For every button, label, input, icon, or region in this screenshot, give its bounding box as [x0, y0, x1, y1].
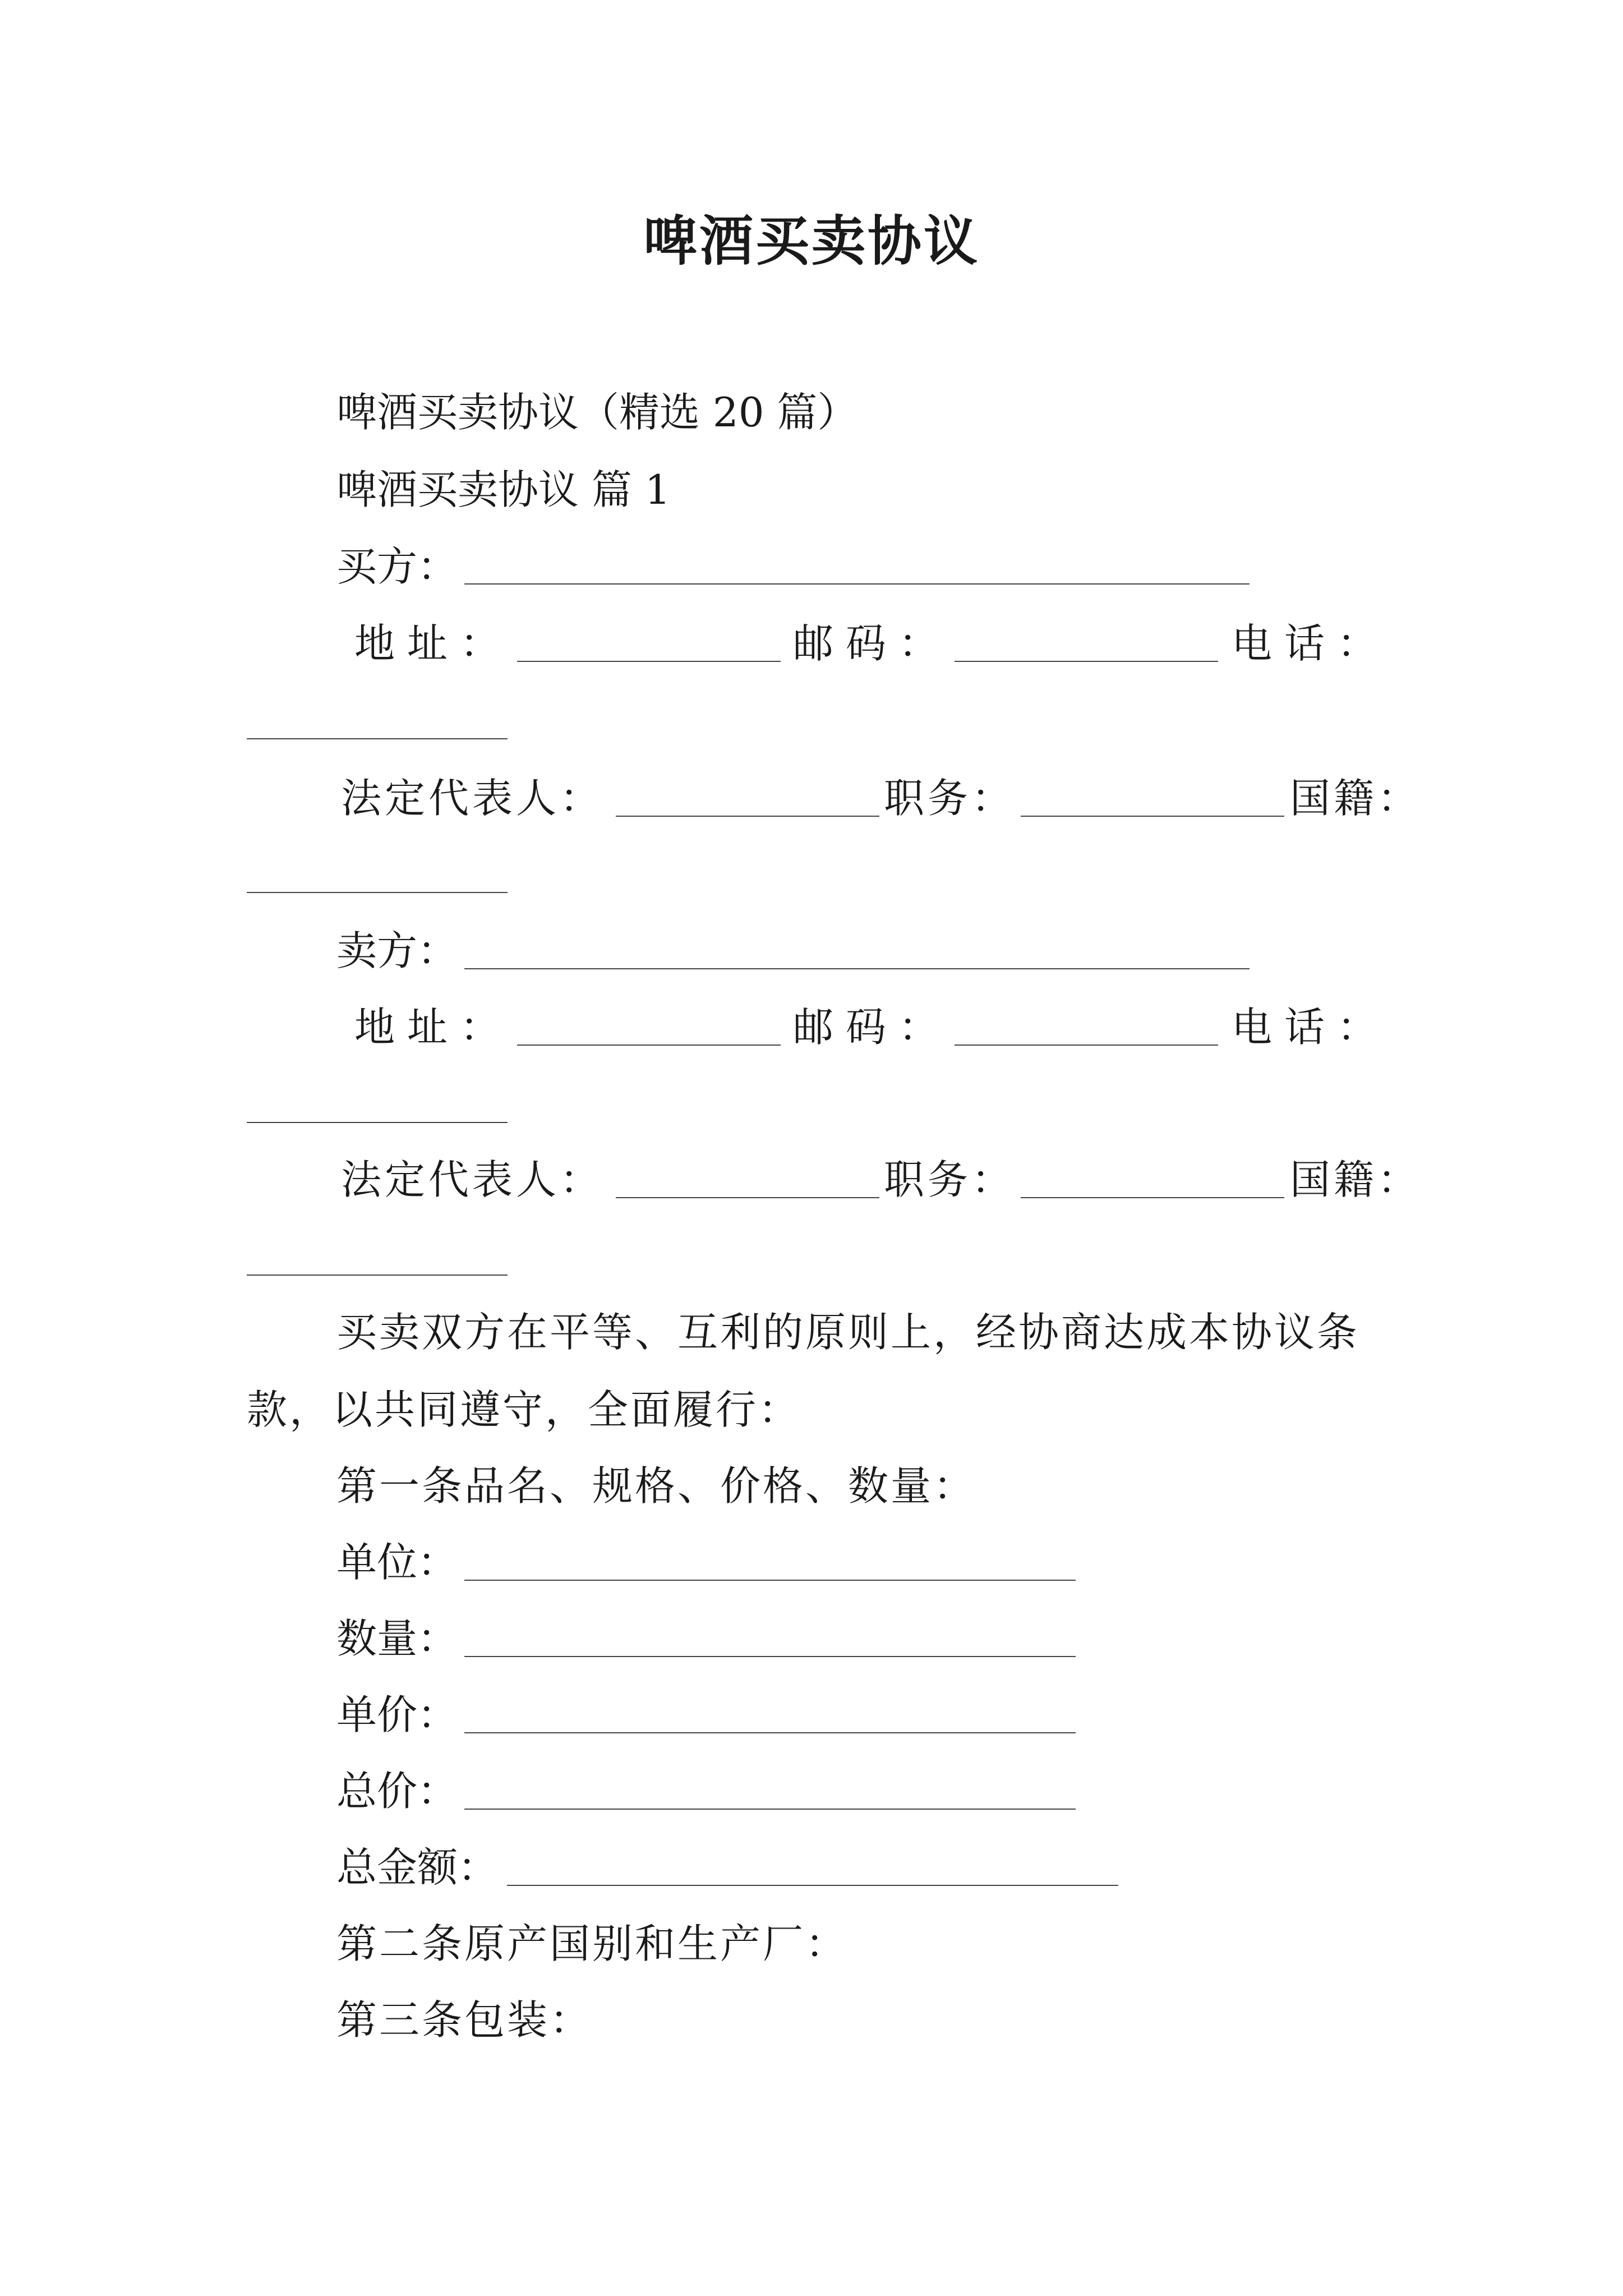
clause-2-heading: 第二条原产国别和生产厂： — [336, 1920, 849, 1967]
unit-price-blank[interactable] — [464, 1732, 1076, 1733]
buyer-label: 买方： — [336, 543, 458, 590]
total-price-label: 总价： — [336, 1768, 458, 1815]
unit-blank[interactable] — [464, 1580, 1076, 1581]
seller-nationality-blank[interactable] — [247, 1274, 508, 1276]
total-price-blank[interactable] — [464, 1809, 1076, 1810]
seller-address-blank[interactable] — [517, 1045, 781, 1046]
quantity-label: 数量： — [336, 1615, 458, 1662]
seller-position-label: 职务： — [884, 1156, 1016, 1203]
total-amount-label: 总金额： — [336, 1844, 499, 1891]
document-title: 啤酒买卖协议 — [643, 209, 980, 273]
seller-nationality-label: 国籍： — [1290, 1156, 1422, 1203]
buyer-phone-blank[interactable] — [247, 738, 508, 739]
buyer-address-blank[interactable] — [517, 661, 781, 662]
buyer-address-label: 地址： — [354, 620, 513, 667]
buyer-phone-label: 电话： — [1232, 620, 1390, 667]
seller-name-blank[interactable] — [464, 968, 1249, 969]
buyer-nationality-blank[interactable] — [247, 892, 508, 893]
seller-rep-label: 法定代表人： — [341, 1156, 604, 1203]
clause-1-heading: 第一条品名、规格、价格、数量： — [336, 1462, 976, 1510]
article-heading: 啤酒买卖协议 篇 1 — [336, 466, 671, 513]
seller-postcode-label: 邮码： — [793, 1004, 952, 1051]
intro-paragraph-line-2: 款，以共同遵守，全面履行： — [247, 1386, 801, 1433]
buyer-position-blank[interactable] — [1021, 816, 1284, 817]
seller-rep-blank[interactable] — [616, 1197, 879, 1198]
subtitle: 啤酒买卖协议（精选 20 篇） — [336, 389, 858, 436]
buyer-postcode-blank[interactable] — [955, 661, 1218, 662]
buyer-nationality-label: 国籍： — [1290, 775, 1422, 822]
buyer-name-blank[interactable] — [464, 583, 1249, 585]
buyer-rep-blank[interactable] — [616, 816, 879, 817]
buyer-rep-label: 法定代表人： — [341, 775, 604, 822]
clause-3-heading: 第三条包装： — [336, 1996, 593, 2044]
total-amount-blank[interactable] — [507, 1885, 1118, 1886]
buyer-postcode-label: 邮码： — [793, 620, 952, 667]
seller-phone-label: 电话： — [1232, 1004, 1390, 1051]
buyer-position-label: 职务： — [884, 775, 1016, 822]
unit-price-label: 单价： — [336, 1691, 458, 1738]
seller-phone-blank[interactable] — [247, 1122, 508, 1123]
seller-address-label: 地址： — [354, 1004, 513, 1051]
quantity-blank[interactable] — [464, 1656, 1076, 1657]
seller-postcode-blank[interactable] — [955, 1045, 1218, 1046]
seller-label: 卖方： — [336, 927, 458, 974]
unit-label: 单位： — [336, 1539, 458, 1586]
intro-paragraph-line-1: 买卖双方在平等、互利的原则上，经协商达成本协议条 — [336, 1309, 1360, 1356]
seller-position-blank[interactable] — [1021, 1197, 1284, 1198]
